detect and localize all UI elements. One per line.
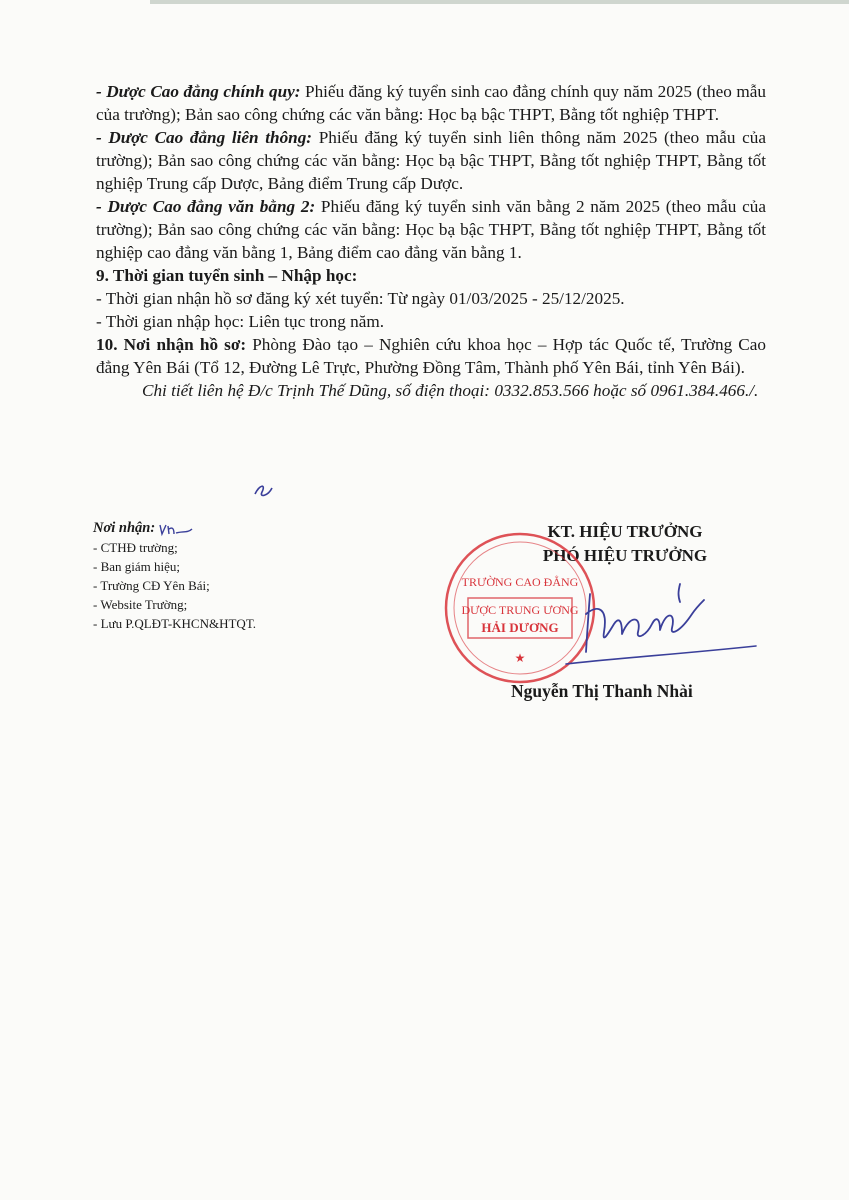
- recipient-item: - Website Trường;: [93, 597, 188, 612]
- recipient-item: - Lưu P.QLĐT-KHCN&HTQT.: [93, 616, 257, 631]
- document-body: [96, 80, 766, 402]
- seal-text-bottom: HẢI DƯƠNG: [481, 620, 559, 635]
- section-9-line-1: - Thời gian nhận hồ sơ đăng ký xét tuyển: Từ ngày 01/03/2025 - 25/12/2025.: [96, 289, 625, 308]
- paragraph-text: Phiếu đăng ký tuyển sinh liên thông năm 2025 (theo mẫu của trường); Bản sao công chứng các văn bằng: Học bạ bậc THPT, Bằng tốt nghiệp THPT, Bằng tốt nghiệp Trung cấp Dược, Bảng điểm Trung cấp Dược.: [96, 128, 766, 193]
- svg-text:★: ★: [514, 651, 526, 665]
- scan-edge-line: [150, 0, 849, 4]
- handwritten-signature-icon: [560, 574, 760, 674]
- paragraph-transfer-college: [96, 126, 766, 195]
- paragraph-second-degree: [96, 195, 766, 264]
- section-9-line-2: - Thời gian nhập học: Liên tục trong năm.: [96, 312, 384, 331]
- section-9-heading: 9. Thời gian tuyển sinh – Nhập học:: [96, 266, 358, 285]
- signature-title-line-1: KT. HIỆU TRƯỞNG: [547, 522, 703, 541]
- contact-line: Chi tiết liên hệ Đ/c Trịnh Thế Dũng, số điện thoại: 0332.853.566 hoặc số 0961.384.466./.: [142, 381, 759, 400]
- seal-text-mid: DƯỢC TRUNG ƯƠNG: [461, 603, 579, 617]
- recipients-title: Nơi nhận:: [93, 520, 156, 536]
- section-10-text: Phòng Đào tạo – Nghiên cứu khoa học – Hợp tác Quốc tế, Trường Cao đẳng Yên Bái (Tổ 12, Đường Lê Trực, Phường Đồng Tâm, Thành phố Yên Bái, tỉnh Yên Bái).: [96, 335, 766, 377]
- paragraph-text: Phiếu đăng ký tuyển sinh văn bằng 2 năm 2025 (theo mẫu của trường); Bản sao công chứng các văn bằng: Học bạ bậc THPT, Bằng tốt nghiệp THPT, Bằng tốt nghiệp cao đẳng văn bằng 1, Bảng điểm cao đẳng văn bằng 1.: [96, 197, 766, 262]
- initials-icon: [158, 521, 194, 537]
- recipients-block: [93, 518, 256, 633]
- paragraph-label: - Dược Cao đẳng văn bằng 2:: [96, 197, 316, 216]
- paragraph-text: Phiếu đăng ký tuyển sinh cao đẳng chính quy năm 2025 (theo mẫu của trường); Bản sao công chứng các văn bằng: Học bạ bậc THPT, Bằng tốt nghiệp THPT.: [96, 82, 766, 124]
- paragraph-regular-college: [96, 80, 766, 126]
- recipient-item: - Trường CĐ Yên Bái;: [93, 578, 210, 593]
- paragraph-label: - Dược Cao đẳng liên thông:: [96, 128, 313, 147]
- signature-title-line-2: PHÓ HIỆU TRƯỞNG: [542, 546, 708, 565]
- recipient-item: - Ban giám hiệu;: [93, 559, 181, 574]
- section-10-label: 10. Nơi nhận hồ sơ:: [96, 335, 247, 354]
- seal-text-top: TRƯỜNG CAO ĐẲNG: [461, 575, 579, 589]
- handwritten-mark-icon: [252, 480, 276, 502]
- signer-name: Nguyễn Thị Thanh Nhài: [511, 681, 693, 701]
- paragraph-label: - Dược Cao đẳng chính quy:: [96, 82, 301, 101]
- section-10: [96, 333, 766, 379]
- recipient-item: - CTHĐ trường;: [93, 540, 178, 555]
